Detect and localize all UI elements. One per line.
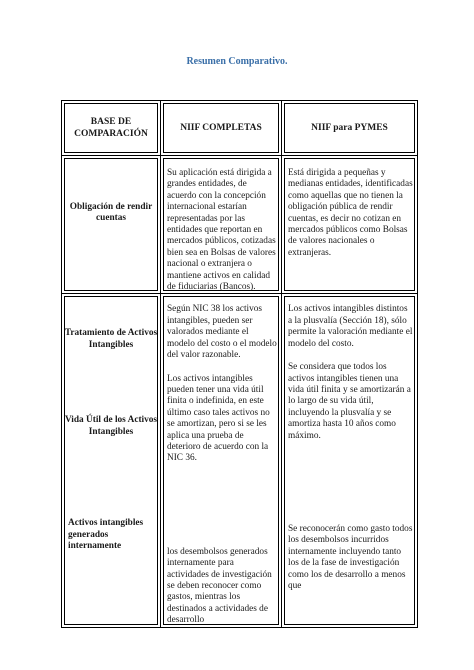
header-niif-completas: NIIF COMPLETAS	[161, 101, 282, 156]
row-label-obligacion: Obligación de rendir cuentas	[69, 202, 153, 224]
table-row	[62, 294, 418, 627]
niif-pymes-vida-util-text: Se considera que todos los activos intangibles tienen una vida útil finita y se amortizarán a lo largo de su vida útil, incluyendo la plusvalía y se amortiza hasta 10 años como máximo.	[288, 362, 411, 441]
row-label-cell	[62, 294, 161, 627]
header-base-comparacion: BASE DE COMPARACIÓN	[62, 101, 161, 156]
niif-pymes-tratamiento-text: Los activos intangibles distintos a la plusvalía (Sección 18), sólo permite la valoración mediante el modelo del costo.	[288, 304, 413, 349]
niif-completas-generados-text: los desembolsos generados internamente para actividades de investigación se deben reconocer como gastos, mientras los destinados a actividades de desarrollo	[167, 546, 272, 626]
row-label-generados: Activos intangibles generados internamente	[68, 518, 144, 551]
niif-pymes-generados-text: Se reconocerán como gasto todos los desembolsos incurridos internamente incluyendo tanto los de la fase de investigación como los de desarrollo a menos que	[288, 523, 413, 591]
comparison-table	[61, 100, 418, 628]
niif-completas-obligacion-text: Su aplicación está dirigida a grandes entidades, de acuerdo con la concepción internacional estarían representadas por las entidades que reportan en mercados públicos, cotizadas bien sea en Bolsas de valores nacional o extranjera o mantiene activos en calidad de fiduciarias (Bancos).	[167, 168, 276, 293]
niif-pymes-cell	[282, 156, 418, 294]
table-header-row	[62, 101, 418, 156]
row-label-cell	[62, 156, 161, 294]
niif-completas-tratamiento-text: Según NIC 38 los activos intangibles, pueden ser valorados mediante el modelo del costo o el modelo del valor razonable.	[167, 304, 277, 361]
row-label-vida-util: Vida Útil de los Activos Intangibles	[64, 415, 158, 437]
niif-completas-cell	[161, 156, 282, 294]
niif-pymes-obligacion-text: Está dirigida a pequeñas y medianas entidades, identificadas como aquellas que no tienen la obligación pública de rendir cuentas, es decir no cotizan en mercados públicos como Bolsas de valores nacionales o extranjeras.	[288, 168, 413, 258]
niif-completas-cell	[161, 294, 282, 627]
row-label-tratamiento: Tratamiento de Activos Intangibles	[64, 328, 158, 350]
niif-pymes-cell	[282, 294, 418, 627]
header-niif-pymes: NIIF para PYMES	[282, 101, 418, 156]
document-title: Resumen Comparativo.	[186, 56, 288, 67]
niif-completas-vida-util-text: Los activos intangibles pueden tener una vida útil finita o indefinida, en este último caso tales activos no se amortizan, pero si se les aplica una prueba de deterioro de acuerdo con la NIC 36.	[167, 373, 270, 464]
table-row	[62, 156, 418, 294]
